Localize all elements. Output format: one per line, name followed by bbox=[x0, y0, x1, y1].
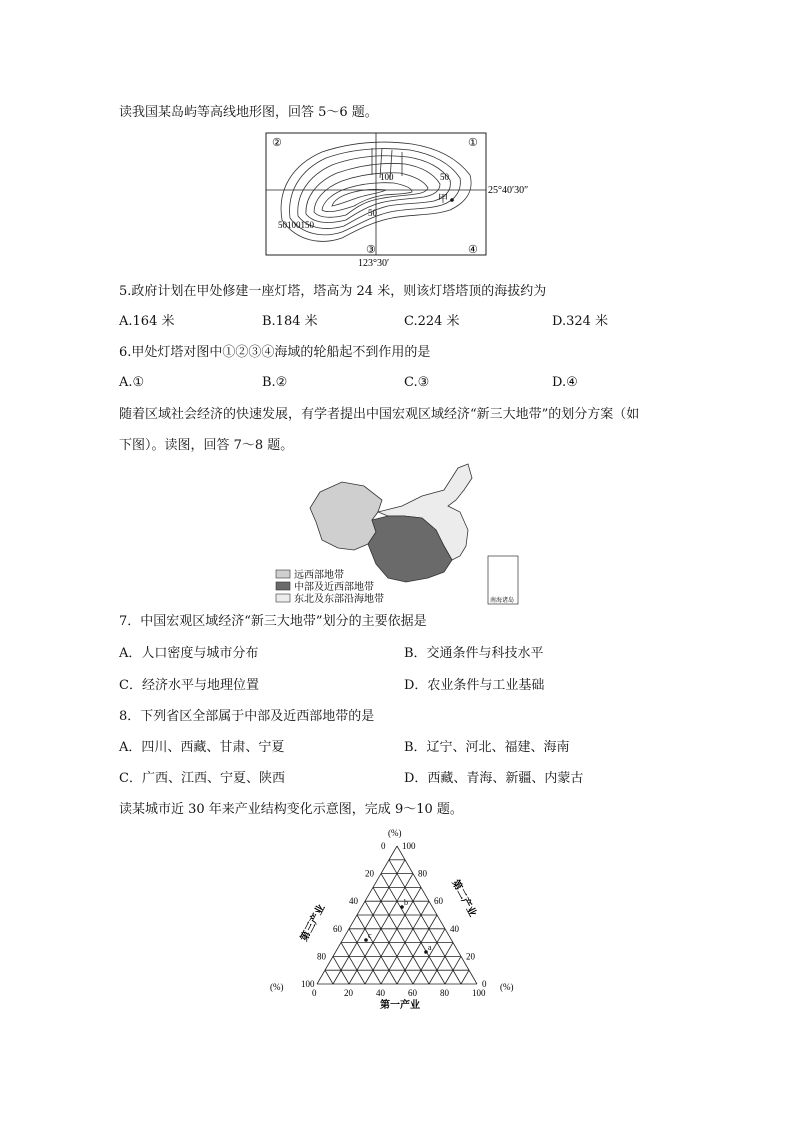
bottom-tick-label: 0 bbox=[312, 988, 317, 998]
q6-option-b: B.② bbox=[262, 375, 288, 390]
right-tick-label: 0 bbox=[482, 979, 487, 989]
industry-ternary-diagram bbox=[262, 822, 532, 1014]
right-tick-label: 40 bbox=[450, 923, 459, 934]
quadrant-2-label: ② bbox=[272, 137, 282, 149]
latitude-label: 25°40′30″ bbox=[488, 185, 529, 196]
china-region-map bbox=[272, 460, 532, 610]
q8-stem: 8．下列省区全部属于中部及近西部地带的是 bbox=[119, 709, 375, 724]
island-contour-map bbox=[262, 130, 562, 270]
right-tick-label: 20 bbox=[466, 951, 475, 962]
bottom-tick-label: 80 bbox=[440, 988, 449, 998]
q7-option-b: B．交通条件与科技水平 bbox=[404, 646, 544, 661]
q5-option-a: A.164 米 bbox=[119, 314, 175, 329]
q8-option-a: A．四川、西藏、甘肃、宁夏 bbox=[119, 740, 285, 755]
right-tick-label: 80 bbox=[418, 868, 427, 879]
q5-option-d: D.324 米 bbox=[552, 314, 609, 329]
q5-option-c: C.224 米 bbox=[404, 314, 460, 329]
q8-option-c: C．广西、江西、宁夏、陕西 bbox=[119, 771, 285, 786]
left-tick-label: 20 bbox=[365, 868, 374, 879]
left-tick-label: 60 bbox=[333, 923, 342, 934]
bottom-tick-label: 60 bbox=[408, 988, 417, 998]
left-tick-label: 0 bbox=[381, 841, 386, 851]
bottom-tick-label: 100 bbox=[472, 988, 486, 998]
q9-10-intro: 读某城市近 30 年来产业结构变化示意图，完成 9～10 题。 bbox=[119, 802, 463, 817]
q7-stem: 7．中国宏观区域经济“新三大地带”划分的主要依据是 bbox=[119, 614, 427, 629]
q6-option-a: A.① bbox=[119, 375, 145, 390]
left-percent-label: (%) bbox=[270, 982, 284, 992]
left-tick-label: 40 bbox=[349, 896, 358, 907]
q8-option-b: B．辽宁、河北、福建、海南 bbox=[404, 740, 570, 755]
south-china-sea-inset-label: 南海诸岛 bbox=[490, 598, 515, 604]
q5-option-b: B.184 米 bbox=[262, 314, 318, 329]
q5-6-intro: 读我国某岛屿等高线地形图，回答 5～6 题。 bbox=[119, 105, 378, 120]
q7-option-c: C．经济水平与地理位置 bbox=[119, 678, 259, 693]
left-axis-title: 第三产业 bbox=[298, 902, 328, 944]
point-label: a bbox=[428, 943, 432, 952]
q5-stem: 5.政府计划在甲处修建一座灯塔，塔高为 24 米，则该灯塔塔顶的海拔约为 bbox=[119, 284, 547, 299]
right-tick-label: 100 bbox=[402, 841, 416, 851]
bottom-axis-title: 第一产业 bbox=[380, 1000, 420, 1011]
contour-label-50-mid: 50 bbox=[368, 208, 377, 218]
q7-8-intro-line1: 随着区域社会经济的快速发展，有学者提出中国宏观区域经济“新三大地带”的划分方案（如 bbox=[119, 407, 640, 422]
legend-far-west: 远西部地带 bbox=[294, 570, 344, 581]
right-tick-label: 60 bbox=[434, 896, 443, 907]
bottom-tick-label: 40 bbox=[376, 988, 385, 998]
q6-option-c: C.③ bbox=[404, 375, 430, 390]
contour-label-50100150: 50100150 bbox=[278, 220, 314, 230]
legend-east: 东北及东部沿海地带 bbox=[294, 594, 384, 605]
right-percent-label: (%) bbox=[500, 982, 514, 992]
bottom-tick-label: 20 bbox=[344, 988, 353, 998]
q7-option-d: D．农业条件与工业基础 bbox=[404, 678, 545, 693]
point-label: c bbox=[368, 931, 372, 940]
point-jia-label: 甲 bbox=[438, 194, 448, 205]
q7-8-intro-line2: 下图）。读图，回答 7～8 题。 bbox=[119, 438, 294, 453]
quadrant-1-label: ① bbox=[468, 137, 478, 149]
q6-stem: 6.甲处灯塔对图中①②③④海域的轮船起不到作用的是 bbox=[119, 345, 431, 360]
longitude-label: 123°30′ bbox=[358, 258, 390, 269]
left-tick-label: 100 bbox=[301, 979, 315, 989]
point-label: b bbox=[404, 898, 408, 907]
contour-label-50-top: 50 bbox=[440, 172, 449, 182]
left-tick-label: 80 bbox=[317, 951, 326, 962]
quadrant-4-label: ④ bbox=[468, 244, 478, 256]
contour-label-100: 100 bbox=[380, 172, 394, 182]
quadrant-3-label: ③ bbox=[366, 244, 376, 256]
q8-option-d: D．西藏、青海、新疆、内蒙古 bbox=[404, 771, 584, 786]
q7-option-a: A．人口密度与城市分布 bbox=[119, 646, 259, 661]
legend-central: 中部及近西部地带 bbox=[294, 582, 374, 593]
right-axis-title: 第二产业 bbox=[449, 878, 478, 919]
top-percent-label: (%) bbox=[388, 828, 402, 838]
q6-option-d: D.④ bbox=[552, 375, 578, 390]
